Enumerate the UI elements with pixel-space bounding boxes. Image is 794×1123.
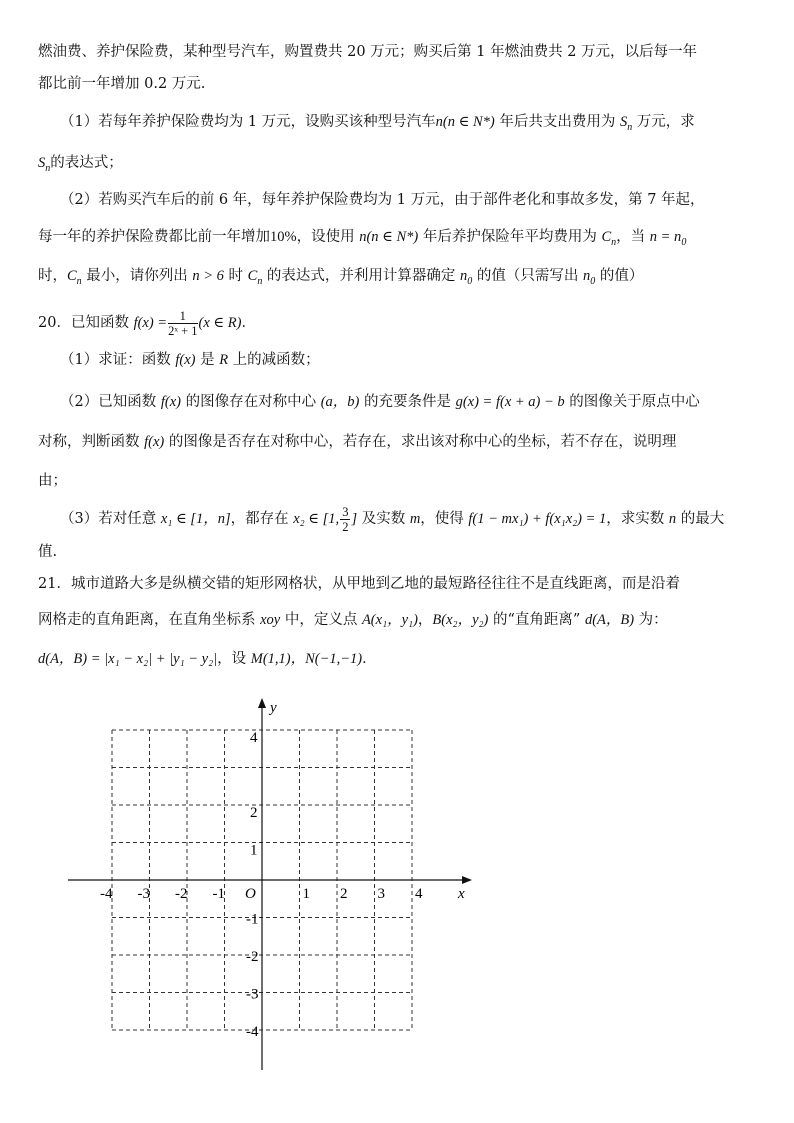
problem-20-part2-line1: （2）已知函数 f(x) 的图像存在对称中心 (a，b) 的充要条件是 g(x) = f(x + a) − b 的图像关于原点中心 [60, 394, 700, 410]
y-tick-label: 4 [250, 730, 258, 746]
fraction-three-halves: $\frac{3}{2}$ [342, 504, 349, 534]
x-tick-label: -2 [175, 886, 188, 902]
x-tick-label: -4 [100, 886, 113, 902]
fraction-fx: $\frac{1}{\text{2ˣ + 1}}$ [168, 308, 198, 338]
x-axis-arrow [462, 876, 472, 884]
problem-20-part2-line3: 由； [38, 473, 67, 489]
problem-20-stem: 20．已知函数 f(x) = $\frac{1}{\text{2ˣ + 1}}$ (x ∈ R)． [38, 308, 256, 338]
x-tick-label: -3 [137, 886, 150, 902]
x-tick-label: 1 [302, 886, 310, 902]
x-tick-label: 3 [377, 886, 385, 902]
x-tick-label: 2 [340, 886, 348, 902]
symbol-Cn: $C_n$ [247, 268, 263, 287]
coordinate-grid-figure [60, 692, 480, 1077]
symbol-n0: $n_0$ [583, 268, 596, 287]
problem-21-line1: 21．城市道路大多是纵横交错的矩形网格状，从甲地到乙地的最短路径往往不是直线距离，而是沿着 [38, 576, 680, 592]
origin-label: O [245, 886, 256, 902]
x-axis-label: x [458, 886, 465, 902]
y-tick-label: 1 [250, 842, 258, 859]
symbol-n0: $n_0$ [460, 268, 473, 287]
y-axis-label: y [270, 700, 277, 716]
x-tick-label: 4 [415, 886, 423, 902]
problem-21-line3: d(A，B) = |x₁ − x₂| + |y₁ − y₂|，设 M(1,1)，N(−1,−1)． [38, 651, 377, 667]
y-tick-label: 2 [250, 805, 258, 821]
symbol-Cn: $C_n$ [67, 268, 82, 287]
y-tick-label: -1 [246, 911, 259, 928]
problem-20-part3-line1: （3）若对任意 x₁ ∈ [1，n]，都存在 x₂ ∈ [1, $\frac{3}{2}$ ] 及实数 m，使得 f(1 − mx₁) + f(x₁x₂) = 1，求实数 n 的最大 [60, 504, 725, 534]
question-1-line2: $S_n$的表达式； [38, 155, 123, 174]
y-tick-label: -4 [246, 1024, 259, 1040]
question-2-line1: （2）若购买汽车后的前 6 年，每年养护保险费均为 1 万元，由于部件老化和事故多发，第 7 年起， [60, 192, 705, 208]
para-intro-line2: 都比前一年增加 0.2 万元. [38, 76, 206, 92]
y-axis-arrow [258, 698, 266, 708]
eq-n-n0: $n = n_0$ [649, 229, 687, 248]
question-1-line1: （1）若每年养护保险费均为 1 万元，设购买该种型号汽车n(n ∈ N*) 年后共支出费用为 $S_n$ 万元，求 [60, 114, 695, 133]
problem-20-part1: （1）求证：函数 f(x) 是 R 上的减函数； [60, 352, 320, 368]
problem-20-part3-line2: 值. [38, 544, 58, 560]
symbol-Sn: $S_n$ [38, 155, 51, 174]
question-2-line3: 时，$C_n$ 最小，请你列出 n > 6 时 $C_n$ 的表达式，并利用计算器确定 $n_0$ 的值（只需写出 $n_0$ 的值） [38, 268, 644, 287]
problem-20-part2-line2: 对称，判断函数 f(x) 的图像是否存在对称中心，若存在，求出该对称中心的坐标，若不存在，说明理 [38, 434, 677, 450]
problem-21-line2: 网格走的直角距离，在直角坐标系 xoy 中，定义点 A(x₁，y₁)，B(x₂，y₂) 的“直角距离” d(A，B) 为： [38, 612, 668, 628]
symbol-Cn: $C_n$ [601, 229, 617, 248]
y-tick-labels [246, 730, 259, 1040]
symbol-Sn: $S_n$ [619, 114, 633, 133]
y-tick-label: -2 [246, 949, 259, 965]
question-2-line2: 每一年的养护保险费都比前一年增加10%，设使用 n(n ∈ N*) 年后养护保险年平均费用为 $C_n$，当 $n = n_0$ [38, 229, 687, 248]
x-tick-label: -1 [212, 886, 225, 902]
para-intro-line1: 燃油费、养护保险费，某种型号汽车，购置费共 20 万元；购买后第 1 年燃油费共 2 万元，以后每一年 [38, 44, 698, 60]
y-tick-label: -3 [246, 986, 259, 1003]
